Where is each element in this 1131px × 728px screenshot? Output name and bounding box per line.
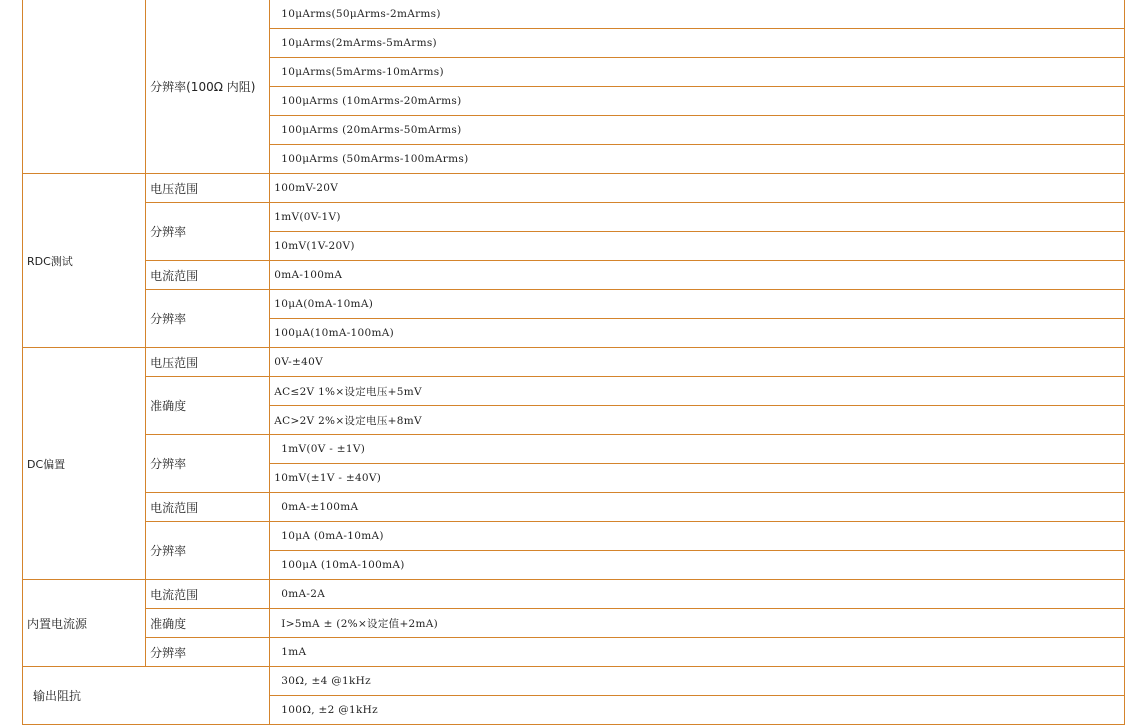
value-cell: AC>2V 2%×设定电压+8mV — [270, 406, 1125, 435]
rdc-current-range-label: 电流范围 — [146, 261, 270, 290]
value-cell: 0V-±40V — [270, 348, 1125, 377]
value-cell: 0mA-2A — [270, 580, 1125, 609]
category-cell-blank — [23, 0, 146, 174]
value-cell: 10mV(1V-20V) — [270, 232, 1125, 261]
value-cell: 100μArms (50mArms-100mArms) — [270, 145, 1125, 174]
table-row — [23, 493, 1125, 522]
dc-voltage-range-label: 电压范围 — [146, 348, 270, 377]
dc-current-resolution-label: 分辨率 — [146, 522, 270, 580]
value-cell: 100mV-20V — [270, 174, 1125, 203]
dc-voltage-resolution-label: 分辨率 — [146, 435, 270, 493]
value-cell: 1mA — [270, 638, 1125, 667]
value-cell: 1mV(0V-1V) — [270, 203, 1125, 232]
table-row — [23, 174, 1125, 203]
table-row — [23, 667, 1125, 696]
table-row — [23, 377, 1125, 406]
table-row — [23, 203, 1125, 232]
value-cell: 100μArms (20mArms-50mArms) — [270, 116, 1125, 145]
value-cell: 100μA(10mA-100mA) — [270, 319, 1125, 348]
value-cell: 10μA (0mA-10mA) — [270, 522, 1125, 551]
rdc-test-category: RDC测试 — [23, 174, 146, 348]
value-cell: 10μArms(50μArms-2mArms) — [270, 0, 1125, 29]
value-cell: 0mA-±100mA — [270, 493, 1125, 522]
value-cell: 10μArms(2mArms-5mArms) — [270, 29, 1125, 58]
value-cell: 10mV(±1V - ±40V) — [270, 464, 1125, 493]
table-row — [23, 638, 1125, 667]
internal-current-source-category: 内置电流源 — [23, 580, 146, 667]
table-row — [23, 435, 1125, 464]
table-row — [23, 580, 1125, 609]
rdc-current-resolution-label: 分辨率 — [146, 290, 270, 348]
rdc-voltage-range-label: 电压范围 — [146, 174, 270, 203]
table-row — [23, 261, 1125, 290]
table-row — [23, 609, 1125, 638]
dc-current-range-label: 电流范围 — [146, 493, 270, 522]
ic-accuracy-label: 准确度 — [146, 609, 270, 638]
table-row — [23, 348, 1125, 377]
value-cell: 100μA (10mA-100mA) — [270, 551, 1125, 580]
value-cell: 100μArms (10mArms-20mArms) — [270, 87, 1125, 116]
value-cell: AC≤2V 1%×设定电压+5mV — [270, 377, 1125, 406]
ic-resolution-label: 分辨率 — [146, 638, 270, 667]
value-cell: 10μA(0mA-10mA) — [270, 290, 1125, 319]
value-cell: 30Ω, ±4 @1kHz — [270, 667, 1125, 696]
value-cell: 10μArms(5mArms-10mArms) — [270, 58, 1125, 87]
table-row — [23, 290, 1125, 319]
value-cell: 100Ω, ±2 @1kHz — [270, 696, 1125, 725]
table-row — [23, 0, 1125, 29]
ic-current-range-label: 电流范围 — [146, 580, 270, 609]
rdc-voltage-resolution-label: 分辨率 — [146, 203, 270, 261]
value-cell: 1mV(0V - ±1V) — [270, 435, 1125, 464]
value-cell: I>5mA ± (2%×设定值+2mA) — [270, 609, 1125, 638]
dc-accuracy-label: 准确度 — [146, 377, 270, 435]
dc-bias-category: DC偏置 — [23, 348, 146, 580]
table-row — [23, 522, 1125, 551]
output-impedance-category: 输出阻抗 — [23, 667, 270, 725]
value-cell: 0mA-100mA — [270, 261, 1125, 290]
resolution-100ohm-label: 分辨率(100Ω 内阻) — [146, 0, 270, 174]
spec-table — [22, 0, 1125, 725]
